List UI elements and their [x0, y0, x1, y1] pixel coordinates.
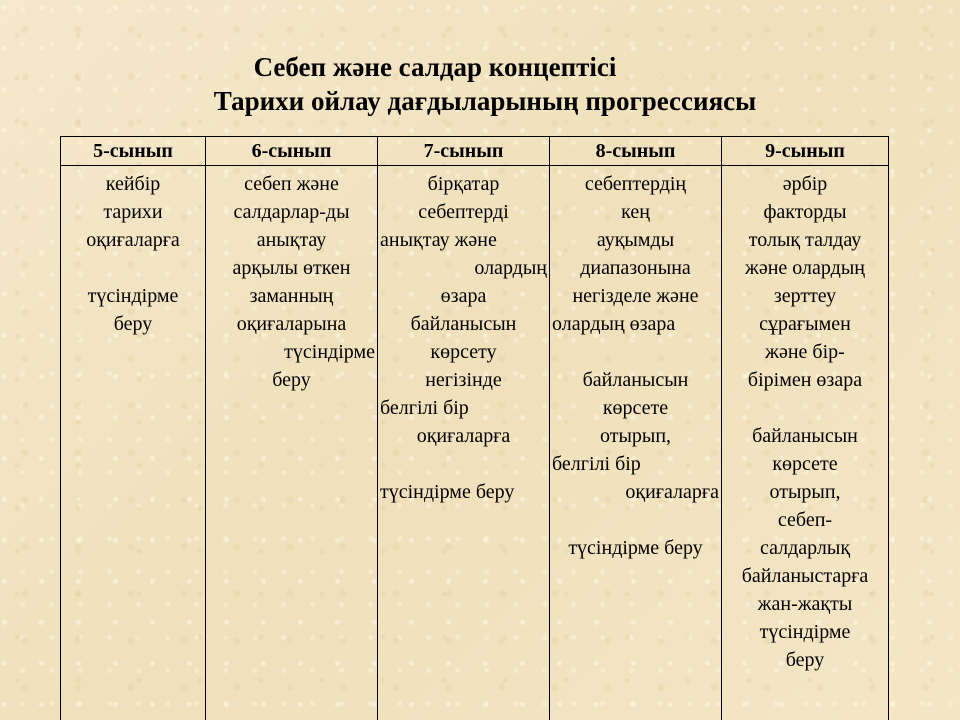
cell-grade-9: [722, 166, 889, 720]
cell-line: тарихи: [103, 201, 163, 223]
cell-line: түсіндірме: [759, 621, 851, 643]
cell-line: себеп-: [777, 509, 833, 531]
cell-line: салдарлық: [759, 537, 851, 559]
cell-line: беру: [113, 313, 153, 335]
header-grade-8: 8-сынып: [550, 137, 722, 166]
cell-line: олардың өзара: [552, 313, 676, 335]
header-grade-5: 5-сынып: [61, 137, 206, 166]
cell-line: негізделе және: [572, 285, 699, 307]
cell-line: олардың: [474, 257, 547, 279]
progression-table: [60, 136, 889, 720]
cell-line: арқылы өткен: [232, 257, 351, 279]
header-grade-9: 9-сынып: [722, 137, 889, 166]
cell-line: заманның: [249, 285, 334, 307]
title-line-1: Себеп және салдар концептісі: [253, 52, 617, 82]
cell-line: негізінде: [425, 369, 502, 391]
cell-line: бірқатар: [427, 173, 500, 195]
cell-line: бірімен өзара: [747, 369, 863, 391]
header-row: [61, 137, 889, 166]
header-grade-7: 7-сынып: [378, 137, 550, 166]
cell-line: байланысын: [410, 313, 517, 335]
slide-title: [0, 50, 960, 118]
cell-line: диапазонына: [580, 257, 691, 279]
cell-line: анықтау және: [380, 229, 497, 251]
cell-line: толық талдау: [748, 229, 862, 251]
cell-line: өзара: [440, 285, 487, 307]
cell-line: байланыстарға: [741, 565, 869, 587]
cell-line: түсіндірме: [87, 285, 179, 307]
cell-line: себептерді: [418, 201, 509, 223]
cell-line: ауқымды: [596, 229, 675, 251]
cell-line: түсіндірме беру: [568, 537, 703, 559]
cell-line: түсіндірме беру: [380, 481, 515, 503]
cell-line: сұрағымен: [759, 313, 851, 335]
cell-line: көрсету: [430, 341, 497, 363]
cell-line: және олардың: [745, 257, 865, 279]
cell-line: көрсете: [772, 453, 838, 475]
cell-grade-8: [550, 166, 722, 720]
cell-line: белгілі бір: [552, 453, 641, 475]
cell-grade-7: [378, 166, 550, 720]
cell-line: және бір-: [765, 341, 845, 363]
cell-line: оқиғаларына: [236, 313, 347, 335]
cell-grade-6: [206, 166, 378, 720]
content-row: [61, 166, 889, 720]
title-line-2: Тарихи ойлау дағдыларының прогрессиясы: [213, 86, 757, 116]
cell-line: отырып,: [599, 425, 672, 447]
cell-line: байланысын: [752, 425, 858, 447]
cell-line: оқиғаларға: [416, 425, 511, 447]
cell-line: көрсете: [602, 397, 669, 419]
cell-line: жан-жақты: [757, 593, 853, 615]
cell-line: беру: [272, 369, 311, 391]
cell-line: байланысын: [582, 369, 689, 391]
cell-line: себептердің: [584, 173, 687, 195]
cell-line: түсіндірме: [284, 341, 375, 363]
cell-line: белгілі бір: [380, 397, 469, 419]
cell-line: беру: [785, 649, 825, 671]
cell-line: зерттеу: [773, 285, 837, 307]
cell-line: отырып,: [769, 481, 841, 503]
cell-line: себеп және: [244, 173, 339, 195]
cell-line: кең: [621, 201, 650, 223]
cell-line: оқиғаларға: [625, 481, 719, 503]
cell-grade-5: [61, 166, 206, 720]
cell-line: әрбір: [782, 173, 828, 195]
header-grade-6: 6-сынып: [206, 137, 378, 166]
cell-line: салдарлар-ды: [233, 201, 350, 223]
cell-line: оқиғаларға: [86, 229, 180, 251]
cell-line: кейбір: [105, 173, 161, 195]
cell-line: анықтау: [256, 229, 327, 251]
cell-line: факторды: [763, 201, 847, 223]
